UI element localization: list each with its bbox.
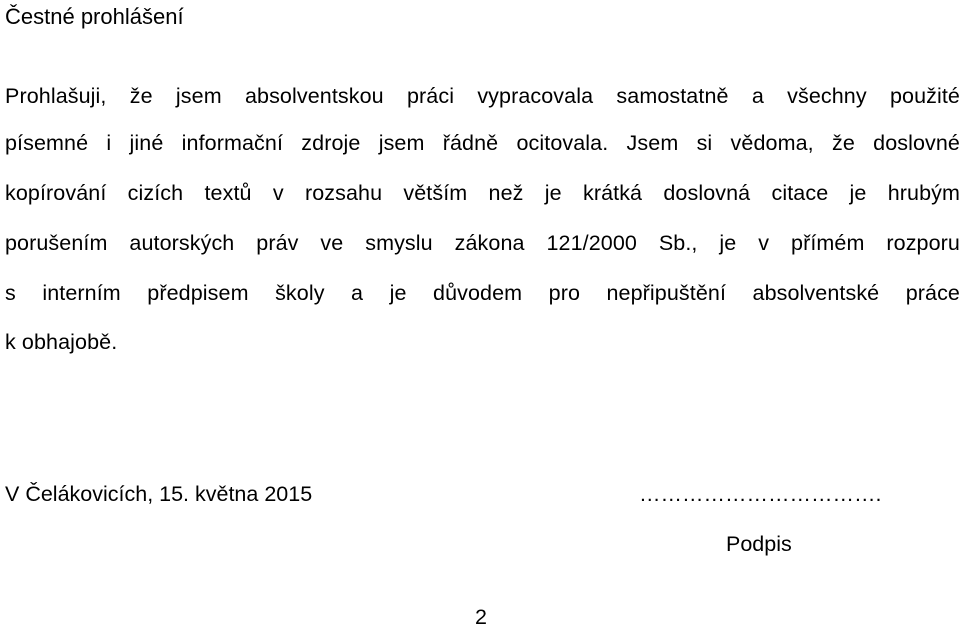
document-title: Čestné prohlášení: [5, 4, 184, 29]
page-number: 2: [475, 605, 487, 629]
place-date: V Čelákovicích, 15. května 2015: [5, 482, 313, 506]
paragraph-line: porušením autorských práv ve smyslu zákona 121/2000 Sb., je v přímém rozporu: [5, 231, 960, 255]
paragraph-line: Prohlašuji, že jsem absolventskou práci vypracovala samostatně a všechny použité: [5, 84, 960, 108]
paragraph-line: kopírování cizích textů v rozsahu větším než je krátká doslovná citace je hrubým: [5, 181, 960, 205]
signature-label: Podpis: [726, 532, 792, 556]
signature-line: …………………………….: [639, 482, 882, 506]
paragraph-line: písemné i jiné informační zdroje jsem řádně ocitovala. Jsem si vědoma, že doslovné: [5, 131, 960, 155]
paragraph-line: s interním předpisem školy a je důvodem pro nepřipuštění absolventské práce: [5, 281, 960, 305]
paragraph-line: k obhajobě.: [5, 330, 118, 354]
